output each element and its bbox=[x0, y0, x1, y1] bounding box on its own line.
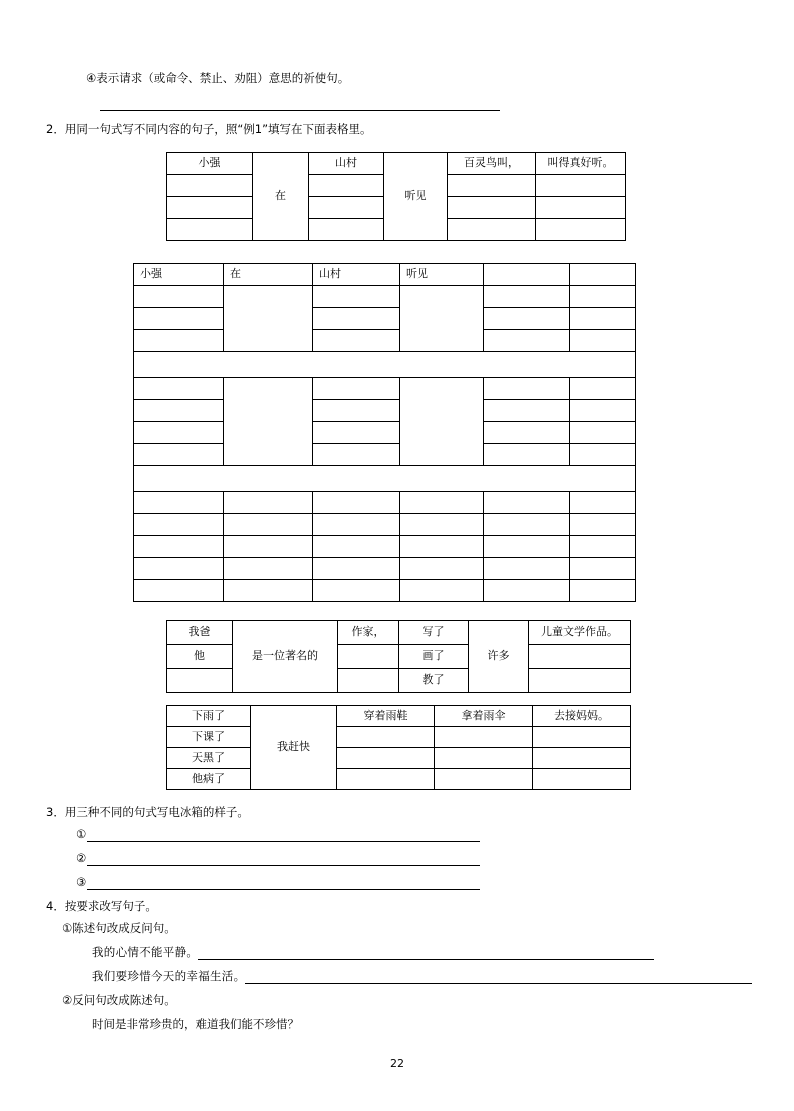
cell-header-4[interactable] bbox=[484, 264, 570, 286]
answer-rule[interactable] bbox=[87, 865, 480, 866]
cell-blank[interactable] bbox=[448, 175, 536, 197]
cell-role: 作家， bbox=[338, 621, 399, 645]
cell-blank[interactable] bbox=[313, 378, 400, 400]
item-3-blank-1 bbox=[76, 826, 480, 844]
cell-header-2: 山村 bbox=[313, 264, 400, 286]
cell-blank[interactable] bbox=[167, 175, 253, 197]
cell-spacer-full[interactable] bbox=[134, 466, 636, 492]
cell-verb: 写了 bbox=[399, 621, 469, 645]
cell-blank[interactable] bbox=[536, 219, 626, 241]
cell-blank[interactable] bbox=[134, 444, 224, 466]
table-row bbox=[134, 286, 636, 308]
blank-marker: ② bbox=[76, 851, 87, 865]
cell-blank[interactable] bbox=[134, 400, 224, 422]
cell-blank[interactable] bbox=[400, 514, 484, 536]
cell-blank-merged[interactable] bbox=[400, 286, 484, 352]
cell-blank[interactable] bbox=[448, 197, 536, 219]
item-3-blank-2 bbox=[76, 850, 480, 868]
blank-marker: ① bbox=[76, 827, 87, 841]
table-practice-large bbox=[133, 263, 636, 602]
cell-blank[interactable] bbox=[224, 514, 313, 536]
item-4-sub-1-line-2 bbox=[92, 968, 752, 986]
cell-header-3: 听见 bbox=[400, 264, 484, 286]
cell-blank[interactable] bbox=[484, 378, 570, 400]
cell-verb: 教了 bbox=[399, 669, 469, 693]
cell-blank[interactable] bbox=[570, 514, 636, 536]
table-row bbox=[134, 558, 636, 580]
cell-blank[interactable] bbox=[134, 492, 224, 514]
cell-blank[interactable] bbox=[134, 330, 224, 352]
table-row bbox=[167, 706, 631, 727]
cell-blank[interactable] bbox=[536, 197, 626, 219]
cell-blank[interactable] bbox=[338, 645, 399, 669]
item-4-sub-2-label: ②反问句改成陈述句。 bbox=[62, 993, 176, 1007]
table-row bbox=[167, 769, 631, 790]
cell-blank[interactable] bbox=[570, 444, 636, 466]
table-row bbox=[134, 308, 636, 330]
item-4-previous-text: ④表示请求（或命令、禁止、劝阻）意思的祈使句。 bbox=[86, 71, 350, 85]
cell-subject: 我爸 bbox=[167, 621, 233, 645]
cell-blank[interactable] bbox=[309, 219, 384, 241]
cell-blank[interactable] bbox=[134, 286, 224, 308]
cell-blank[interactable] bbox=[313, 444, 400, 466]
cell-blank[interactable] bbox=[224, 492, 313, 514]
cell-prep-merged: 在 bbox=[253, 153, 309, 241]
table-row bbox=[134, 422, 636, 444]
cell-blank[interactable] bbox=[313, 422, 400, 444]
cell-verb: 画了 bbox=[399, 645, 469, 669]
cell-header-1: 在 bbox=[224, 264, 313, 286]
cell-blank[interactable] bbox=[529, 645, 631, 669]
cell-condition: 下课了 bbox=[167, 727, 251, 748]
cell-blank-merged[interactable] bbox=[224, 378, 313, 466]
item-4-sub-1-label: ①陈述句改成反问句。 bbox=[62, 921, 176, 935]
table-row bbox=[167, 727, 631, 748]
cell-blank[interactable] bbox=[484, 536, 570, 558]
cell-blank-merged[interactable] bbox=[224, 286, 313, 352]
cell-blank[interactable] bbox=[484, 286, 570, 308]
cell-place: 山村 bbox=[309, 153, 384, 175]
cell-blank[interactable] bbox=[400, 536, 484, 558]
item-4-sub-2-line-1: 时间是非常珍贵的，难道我们能不珍惜？ bbox=[92, 1017, 299, 1031]
page-number: 22 bbox=[390, 1057, 404, 1070]
cell-blank-merged[interactable] bbox=[400, 378, 484, 466]
cell-blank[interactable] bbox=[313, 400, 400, 422]
answer-rule[interactable] bbox=[245, 983, 752, 984]
cell-action-2: 拿着雨伞 bbox=[435, 706, 533, 727]
cell-subject: 小强 bbox=[167, 153, 253, 175]
cell-blank[interactable] bbox=[400, 492, 484, 514]
answer-rule[interactable] bbox=[198, 959, 654, 960]
cell-action-1: 穿着雨鞋 bbox=[337, 706, 435, 727]
table-row bbox=[134, 264, 636, 286]
table-row bbox=[134, 400, 636, 422]
cell-blank[interactable] bbox=[224, 580, 313, 602]
cell-blank[interactable] bbox=[313, 580, 400, 602]
cell-blank[interactable] bbox=[570, 492, 636, 514]
cell-spacer-full[interactable] bbox=[134, 352, 636, 378]
cell-blank[interactable] bbox=[484, 492, 570, 514]
cell-condition: 天黑了 bbox=[167, 748, 251, 769]
answer-rule[interactable] bbox=[87, 889, 480, 890]
cell-condition: 下雨了 bbox=[167, 706, 251, 727]
cell-blank[interactable] bbox=[167, 219, 253, 241]
cell-blank[interactable] bbox=[134, 514, 224, 536]
cell-blank[interactable] bbox=[309, 175, 384, 197]
cell-blank[interactable] bbox=[570, 580, 636, 602]
cell-quantity-merged: 许多 bbox=[469, 621, 529, 693]
cell-blank[interactable] bbox=[570, 308, 636, 330]
table-row bbox=[167, 748, 631, 769]
cell-blank[interactable] bbox=[533, 769, 631, 790]
cell-blank[interactable] bbox=[134, 580, 224, 602]
cell-blank[interactable] bbox=[570, 378, 636, 400]
cell-blank[interactable] bbox=[484, 330, 570, 352]
table-row bbox=[134, 492, 636, 514]
cell-blank[interactable] bbox=[134, 308, 224, 330]
cell-blank[interactable] bbox=[570, 536, 636, 558]
cell-blank[interactable] bbox=[313, 558, 400, 580]
cell-blank[interactable] bbox=[529, 669, 631, 693]
table-example-3 bbox=[166, 705, 631, 790]
answer-rule[interactable] bbox=[87, 841, 480, 842]
table-example-1 bbox=[166, 152, 626, 241]
table-row-spacer bbox=[134, 466, 636, 492]
cell-verb-merged: 听见 bbox=[384, 153, 448, 241]
cell-blank[interactable] bbox=[484, 422, 570, 444]
cell-blank[interactable] bbox=[224, 536, 313, 558]
cell-blank[interactable] bbox=[134, 536, 224, 558]
item-3-blank-3 bbox=[76, 874, 480, 892]
item-4-sub-1-line-1 bbox=[92, 944, 654, 962]
cell-blank[interactable] bbox=[533, 748, 631, 769]
item-3-label: 3．用三种不同的句式写电冰箱的样子。 bbox=[46, 805, 249, 819]
table-row bbox=[167, 621, 631, 645]
cell-blank[interactable] bbox=[313, 536, 400, 558]
cell-blank[interactable] bbox=[570, 286, 636, 308]
answer-rule-item4-prev bbox=[100, 110, 500, 111]
cell-blank[interactable] bbox=[484, 514, 570, 536]
cell-blank[interactable] bbox=[536, 175, 626, 197]
table-row bbox=[134, 378, 636, 400]
blank-marker: ③ bbox=[76, 875, 87, 889]
table-row-spacer bbox=[134, 352, 636, 378]
table-row bbox=[134, 580, 636, 602]
cell-blank[interactable] bbox=[313, 308, 400, 330]
cell-blank[interactable] bbox=[484, 580, 570, 602]
table-row bbox=[134, 514, 636, 536]
cell-blank[interactable] bbox=[167, 197, 253, 219]
sentence-text: 我们要珍惜今天的幸福生活。 bbox=[92, 969, 246, 983]
cell-blank[interactable] bbox=[134, 422, 224, 444]
cell-blank[interactable] bbox=[484, 400, 570, 422]
cell-header-0: 小强 bbox=[134, 264, 224, 286]
cell-blank[interactable] bbox=[533, 727, 631, 748]
item-2-label: 2．用同一句式写不同内容的句子，照“例1”填写在下面表格里。 bbox=[46, 122, 372, 136]
cell-blank[interactable] bbox=[313, 514, 400, 536]
cell-blank[interactable] bbox=[134, 558, 224, 580]
cell-blank[interactable] bbox=[400, 580, 484, 602]
table-row bbox=[134, 330, 636, 352]
cell-blank[interactable] bbox=[435, 727, 533, 748]
cell-header-5[interactable] bbox=[570, 264, 636, 286]
cell-subject-merged: 我赶快 bbox=[251, 706, 337, 790]
cell-blank[interactable] bbox=[134, 378, 224, 400]
cell-blank[interactable] bbox=[570, 330, 636, 352]
cell-blank[interactable] bbox=[570, 422, 636, 444]
cell-blank[interactable] bbox=[570, 558, 636, 580]
cell-blank[interactable] bbox=[337, 748, 435, 769]
cell-blank[interactable] bbox=[309, 197, 384, 219]
cell-blank[interactable] bbox=[337, 727, 435, 748]
cell-subject: 他 bbox=[167, 645, 233, 669]
cell-action-3: 去接妈妈。 bbox=[533, 706, 631, 727]
cell-complement: 叫得真好听。 bbox=[536, 153, 626, 175]
cell-blank[interactable] bbox=[448, 219, 536, 241]
cell-object: 儿童文学作品。 bbox=[529, 621, 631, 645]
cell-blank[interactable] bbox=[400, 558, 484, 580]
cell-blank[interactable] bbox=[224, 558, 313, 580]
cell-blank[interactable] bbox=[313, 330, 400, 352]
cell-blank[interactable] bbox=[484, 558, 570, 580]
cell-object: 百灵鸟叫， bbox=[448, 153, 536, 175]
cell-blank[interactable] bbox=[313, 286, 400, 308]
table-row bbox=[167, 153, 626, 175]
cell-predicate-merged: 是一位著名的 bbox=[233, 621, 338, 693]
cell-blank[interactable] bbox=[435, 748, 533, 769]
cell-blank[interactable] bbox=[484, 444, 570, 466]
cell-blank[interactable] bbox=[338, 669, 399, 693]
cell-blank[interactable] bbox=[435, 769, 533, 790]
cell-blank[interactable] bbox=[570, 400, 636, 422]
table-example-2 bbox=[166, 620, 631, 693]
cell-blank[interactable] bbox=[484, 308, 570, 330]
cell-blank[interactable] bbox=[337, 769, 435, 790]
cell-condition: 他病了 bbox=[167, 769, 251, 790]
item-4-label: 4．按要求改写句子。 bbox=[46, 899, 157, 913]
sentence-text: 我的心情不能平静。 bbox=[92, 945, 199, 959]
table-row bbox=[134, 444, 636, 466]
table-row bbox=[134, 536, 636, 558]
cell-blank[interactable] bbox=[167, 669, 233, 693]
cell-blank[interactable] bbox=[313, 492, 400, 514]
